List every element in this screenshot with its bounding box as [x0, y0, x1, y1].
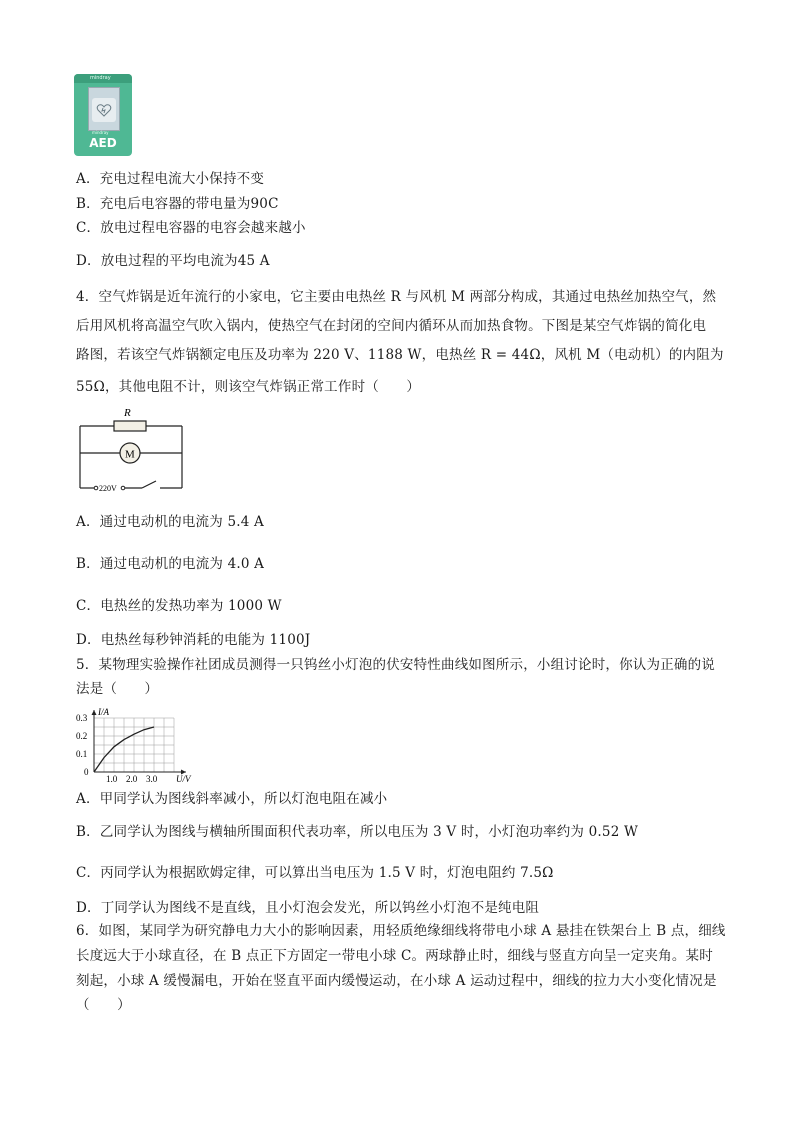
- q4-option-c: C．电热丝的发热功率为 1000 W: [76, 598, 282, 614]
- aed-heart-panel: [92, 98, 116, 122]
- aed-brand-small: mindray: [92, 130, 109, 135]
- q3-option-d: D．放电过程的平均电流为45 A: [76, 253, 270, 269]
- q4-stem-line-1: 4．空气炸锅是近年流行的小家电，它主要由电热丝 R 与风机 M 两部分构成，其通过电热丝加热空气，然: [76, 289, 717, 305]
- q4-stem-line-3: 路图，若该空气炸锅额定电压及功率为 220 V、1188 W，电热丝 R = 44Ω，风机 M（电动机）的内阻为: [76, 347, 724, 363]
- iv-curve-chart: [72, 706, 202, 786]
- x-tick-label: 1.0: [106, 774, 118, 784]
- q4-option-b: B．通过电动机的电流为 4.0 A: [76, 556, 265, 572]
- q4-stem-line-4: 55Ω，其他电阻不计，则该空气炸锅正常工作时（ ）: [76, 379, 421, 395]
- heart-icon: [96, 102, 112, 118]
- y-axis-label: I/A: [98, 707, 109, 717]
- q6-stem-line-3: 刻起，小球 A 缓慢漏电，开始在竖直平面内缓慢运动，在小球 A 运动过程中，细线的拉力大小变化情况是: [76, 973, 717, 989]
- q5-option-a: A．甲同学认为图线斜率减小，所以灯泡电阻在减小: [76, 791, 388, 807]
- q3-option-a: A．充电过程电流大小保持不变: [76, 171, 265, 187]
- x-tick-label: 2.0: [126, 774, 138, 784]
- switch: [142, 481, 156, 488]
- q5-option-c: C．丙同学认为根据欧姆定律，可以算出当电压为 1.5 V 时，灯泡电阻约 7.5Ω: [76, 865, 554, 881]
- aed-window: [88, 87, 120, 131]
- y-tick-label: 0.3: [76, 713, 88, 723]
- terminal-left: [94, 486, 98, 490]
- q6-stem-line-1: 6．如图，某同学为研究静电力大小的影响因素，用轻质绝缘细线将带电小球 A 悬挂在铁架台上 B 点，细线: [76, 923, 726, 939]
- q5-option-d: D．丁同学认为图线不是直线，且小灯泡会发光，所以钨丝小灯泡不是纯电阻: [76, 900, 540, 916]
- q6-stem-line-4: （ ）: [76, 997, 131, 1013]
- chart-axes: [92, 710, 187, 775]
- terminal-right: [121, 486, 125, 490]
- chart-grid: [94, 718, 174, 772]
- resistor: [114, 421, 146, 431]
- q3-option-c: C．放电过程电容器的电容会越来越小: [76, 220, 306, 236]
- y-axis-arrow: [92, 710, 97, 715]
- q4-option-a: A．通过电动机的电流为 5.4 A: [76, 514, 264, 530]
- circuit-diagram: [72, 404, 192, 496]
- q5-option-b: B．乙同学认为图线与横轴所围面积代表功率，所以电压为 3 V 时，小灯泡功率约为 0.52 W: [76, 824, 639, 840]
- aed-device-image: [74, 74, 132, 156]
- y-tick-label: 0.2: [76, 731, 88, 741]
- origin-label: 0: [84, 767, 89, 777]
- q5-stem-line-2: 法是（ ）: [76, 681, 159, 697]
- x-tick-label: 3.0: [146, 774, 158, 784]
- q4-stem-line-2: 后用风机将高温空气吹入锅内，使热空气在封闭的空间内循环从而加热食物。下图是某空气炸锅的简化电: [76, 318, 707, 334]
- aed-brand: mindray: [90, 75, 111, 81]
- q4-option-d: D．电热丝每秒钟消耗的电能为 1100J: [76, 632, 311, 648]
- source-label: 220V: [99, 484, 117, 493]
- q6-stem-line-2: 长度远大于小球直径，在 B 点正下方固定一带电小球 C。两球静止时，细线与竖直方向呈一定夹角。某时: [76, 948, 713, 964]
- resistor-label: R: [124, 407, 131, 419]
- motor-label: M: [125, 448, 135, 461]
- q5-stem-line-1: 5．某物理实验操作社团成员测得一只钨丝小灯泡的伏安特性曲线如图所示，小组讨论时，你认为正确的说: [76, 657, 715, 673]
- y-tick-label: 0.1: [76, 749, 88, 759]
- q3-option-b: B．充电后电容器的带电量为90C: [76, 196, 279, 212]
- x-axis-label: U/V: [176, 774, 191, 784]
- aed-label: AED: [89, 136, 117, 150]
